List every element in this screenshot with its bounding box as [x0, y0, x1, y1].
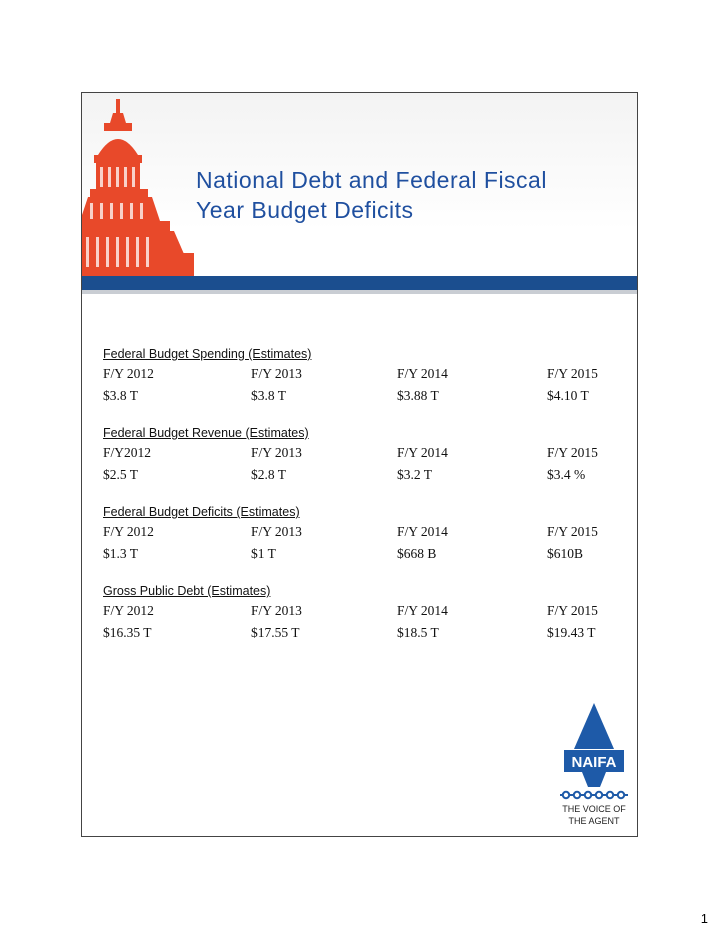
value-cell: $17.55 T: [251, 625, 300, 640]
year-cell: F/Y 2015: [547, 366, 598, 381]
year-cell: F/Y2012: [103, 445, 152, 460]
year-row: [103, 521, 623, 543]
year-cell: F/Y 2013: [251, 366, 302, 381]
year-row: [103, 442, 623, 464]
value-cell: $4.10 T: [547, 388, 589, 403]
year-cell: F/Y 2013: [251, 524, 302, 539]
year-cell: F/Y 2015: [547, 524, 598, 539]
page-title: [196, 165, 616, 225]
value-cell: $3.8 T: [103, 388, 139, 403]
header-band: [82, 276, 637, 290]
logo-tagline-1: THE VOICE OF: [562, 804, 626, 814]
value-cell: $18.5 T: [397, 625, 439, 640]
year-cell: F/Y 2012: [103, 603, 154, 618]
logo-name: NAIFA: [571, 754, 617, 771]
year-row: [103, 600, 623, 622]
section-title: Federal Budget Deficits (Estimates): [103, 505, 300, 519]
value-cell: $610B: [547, 546, 584, 561]
slide: [81, 92, 638, 837]
value-cell: $3.8 T: [251, 388, 287, 403]
value-cell: $19.43 T: [547, 625, 596, 640]
year-cell: F/Y 2012: [103, 366, 154, 381]
value-cell: $2.8 T: [251, 467, 287, 482]
value-cell: $16.35 T: [103, 625, 152, 640]
revenue-section: [103, 424, 623, 486]
value-row: [103, 464, 623, 486]
slide-content: [103, 345, 623, 661]
year-cell: F/Y 2014: [397, 445, 448, 460]
naifa-logo: [556, 703, 632, 833]
year-cell: F/Y 2013: [251, 603, 302, 618]
page-number: 1: [700, 911, 708, 926]
value-cell: $1.3 T: [103, 546, 139, 561]
year-cell: F/Y 2015: [547, 603, 598, 618]
value-row: [103, 543, 623, 565]
year-cell: F/Y 2013: [251, 445, 302, 460]
logo-tagline-2: THE AGENT: [568, 816, 620, 826]
value-cell: $3.88 T: [397, 388, 439, 403]
value-cell: $668 B: [397, 546, 437, 561]
title-line-1: National Debt and Federal Fiscal: [196, 167, 547, 193]
deficits-section: [103, 503, 623, 565]
naifa-triangle-icon: [574, 703, 614, 749]
value-row: [103, 622, 623, 644]
year-cell: F/Y 2012: [103, 524, 154, 539]
year-cell: F/Y 2014: [397, 603, 448, 618]
header-band-shadow: [82, 290, 637, 294]
section-title: Federal Budget Revenue (Estimates): [103, 426, 309, 440]
gross-debt-section: [103, 582, 623, 644]
year-cell: F/Y 2014: [397, 366, 448, 381]
year-cell: F/Y 2014: [397, 524, 448, 539]
year-cell: F/Y 2015: [547, 445, 598, 460]
year-row: [103, 363, 623, 385]
value-row: [103, 385, 623, 407]
title-line-2: Year Budget Deficits: [196, 197, 414, 223]
value-cell: $3.4 %: [547, 467, 586, 482]
spending-section: [103, 345, 623, 407]
value-cell: $2.5 T: [103, 467, 139, 482]
section-title: Gross Public Debt (Estimates): [103, 584, 271, 598]
value-cell: $3.2 T: [397, 467, 433, 482]
value-cell: $1 T: [251, 546, 276, 561]
section-title: Federal Budget Spending (Estimates): [103, 347, 312, 361]
